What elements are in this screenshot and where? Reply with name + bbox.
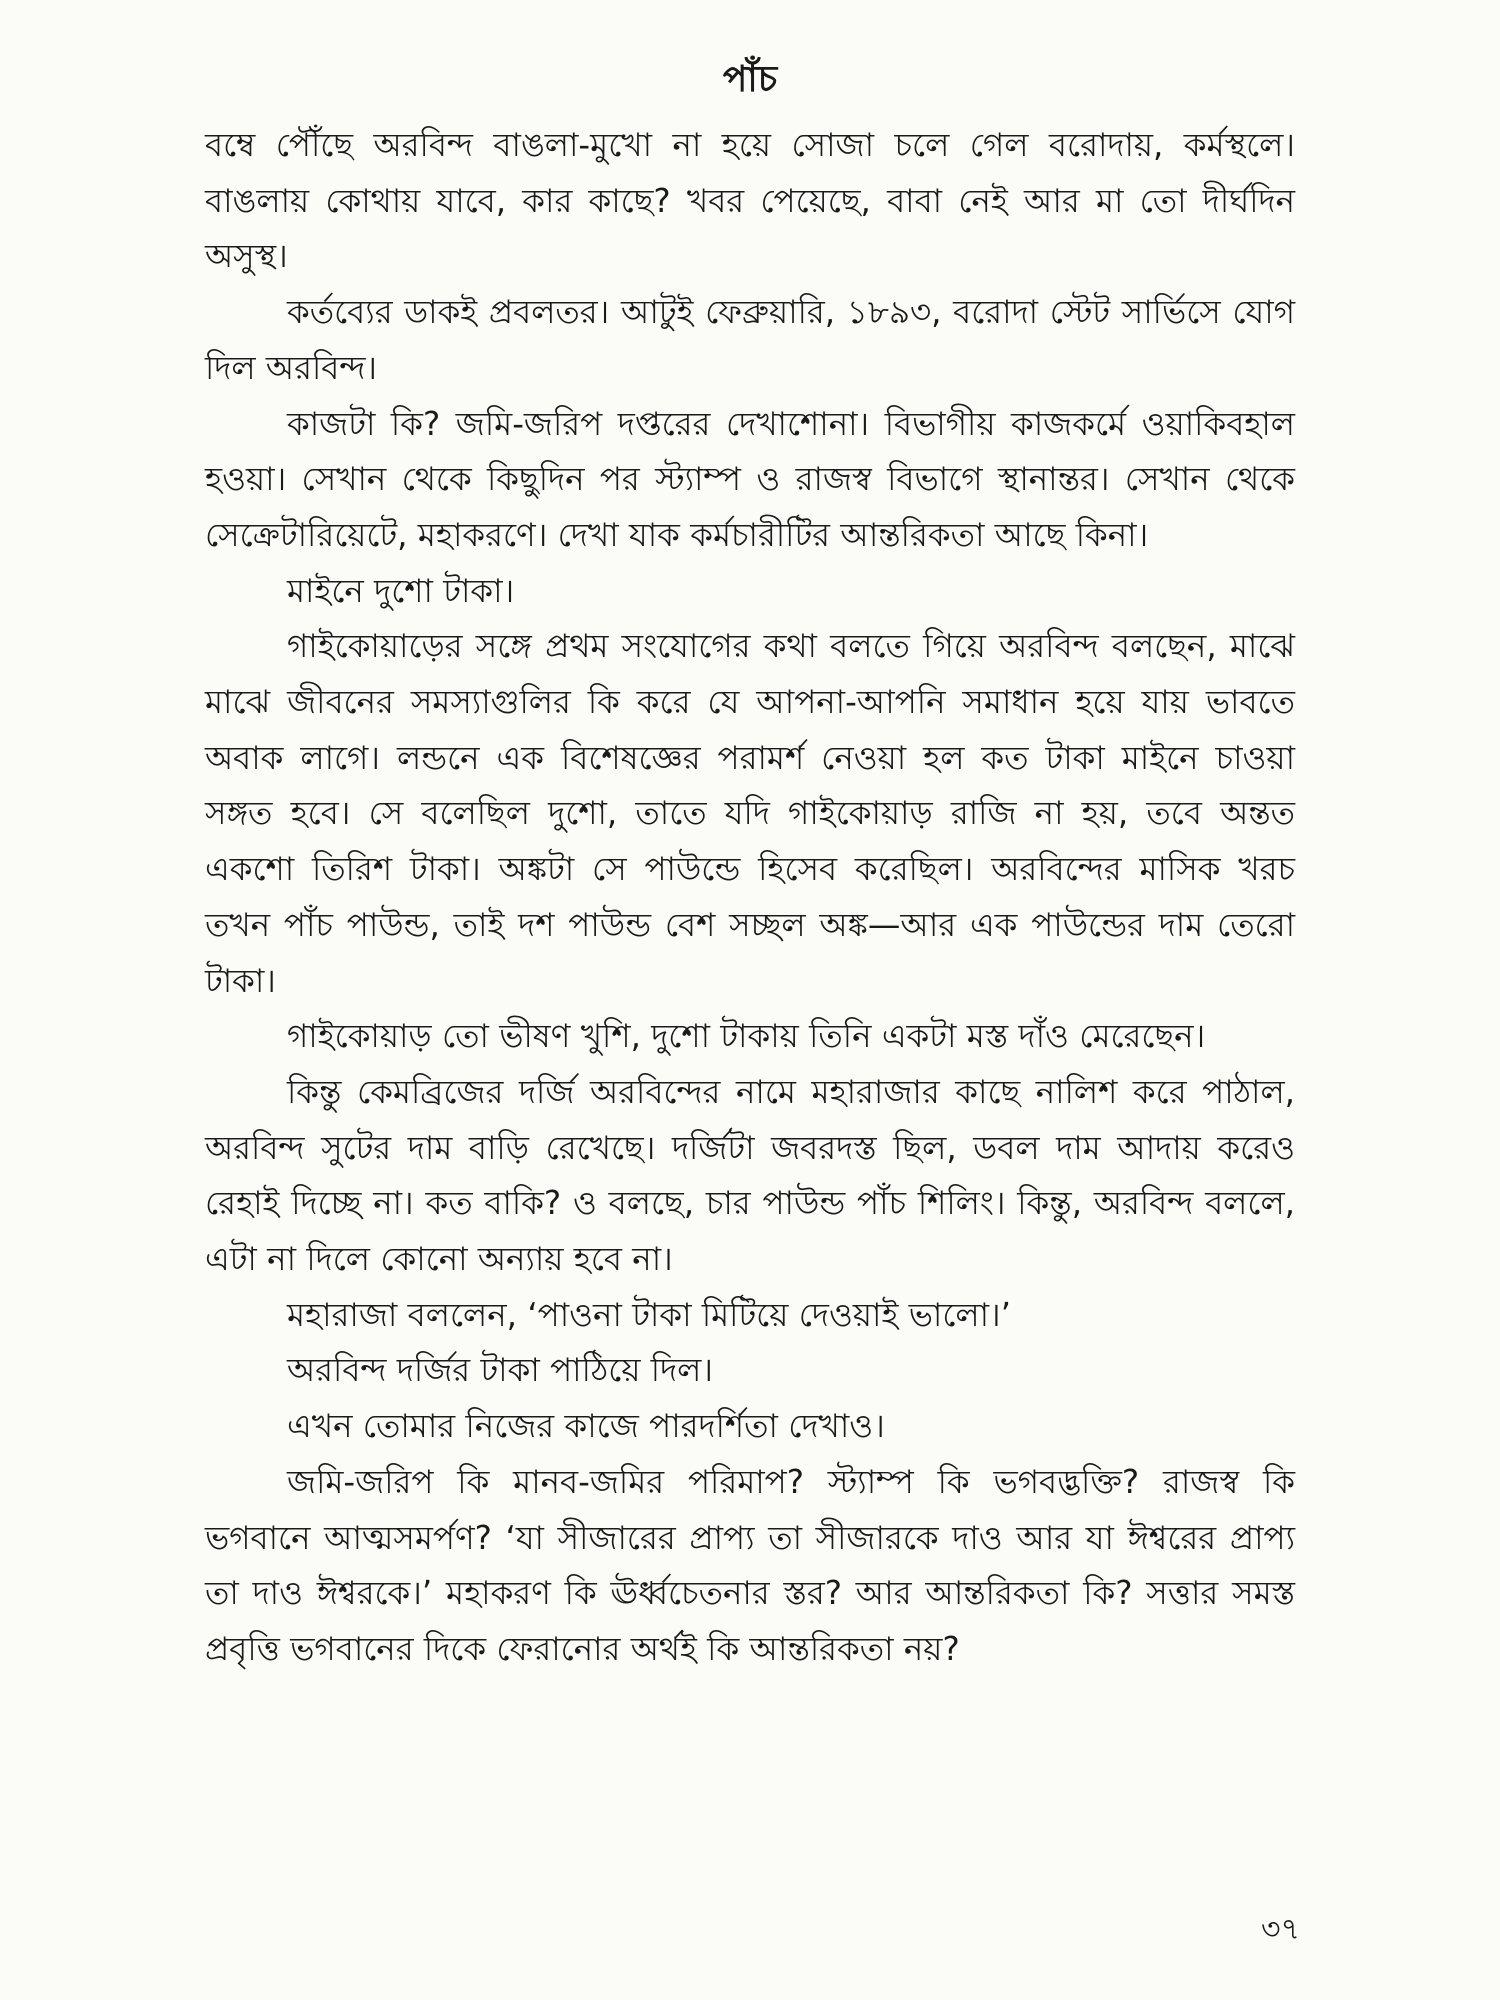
page-number: ৩৭ xyxy=(1260,1912,1300,1947)
chapter-title: পাঁচ xyxy=(722,59,778,100)
paragraph-11: জমি-জরিপ কি মানব-জমির পরিমাপ? স্ট্যাম্প কি ভগবদ্ভক্তি? রাজস্ব কি ভগবানে আত্মসমর্পণ? ‘যা সীজারের প্রাপ্য তা সীজারকে দাও আর যা ঈশ্বরের প্রাপ্য তা দাও ঈশ্বরকে।’ মহাকরণ কি ঊর্ধ্বচেতনার স্তর? আর আন্তরিকতা কি? সত্তার সমস্ত প্রবৃত্তি ভগবানের দিকে ফেরানোর অর্থই কি আন্তরিকতা নয়? xyxy=(205,1462,1295,1668)
paragraph-4: মাইনে দুশো টাকা। xyxy=(287,571,515,610)
paragraph-3: কাজটা কি? জমি-জরিপ দপ্তরের দেখাশোনা। বিভাগীয় কাজকর্মে ওয়াকিবহাল হওয়া। সেখান থেকে কিছুদিন পর স্ট্যাম্প ও রাজস্ব বিভাগে স্থানান্তর। সেখান থেকে সেক্রেটারিয়েটে, মহাকরণে। দেখা যাক কর্মচারীটির আন্তরিকতা আছে কিনা। xyxy=(205,404,1295,554)
paragraph-2: কর্তব্যের ডাকই প্রবলতর। আটুই ফেব্রুয়ারি, ১৮৯৩, বরোদা স্টেট সার্ভিসে যোগ দিল অরবিন্দ। xyxy=(205,293,1295,387)
paragraph-9: অরবিন্দ দর্জির টাকা পাঠিয়ে দিল। xyxy=(287,1351,713,1390)
paragraph-10: এখন তোমার নিজের কাজে পারদর্শিতা দেখাও। xyxy=(287,1407,885,1446)
paragraph-7: কিন্তু কেমব্রিজের দর্জি অরবিন্দের নামে মহারাজার কাছে নালিশ করে পাঠাল, অরবিন্দ সুটের দাম বাড়ি রেখেছে। দর্জিটা জবরদস্ত ছিল, ডবল দাম আদায় করেও রেহাই দিচ্ছে না। কত বাকি? ও বলছে, চার পাউন্ড পাঁচ শিলিং। কিন্তু, অরবিন্দ বললে, এটা না দিলে কোনো অন্যায় হবে না। xyxy=(205,1072,1295,1279)
paragraph-5: গাইকোয়াড়ের সঙ্গে প্রথম সংযোগের কথা বলতে গিয়ে অরবিন্দ বলছেন, মাঝে মাঝে জীবনের সমস্যাগুলির কি করে যে আপনা-আপনি সমাধান হয়ে যায় ভাবতে অবাক লাগে। লন্ডনে এক বিশেষজ্ঞের পরামর্শ নেওয়া হল কত টাকা মাইনে চাওয়া সঙ্গত হবে। সে বলেছিল দুশো, তাতে যদি গাইকোয়াড় রাজি না হয়, তবে অন্তত একশো তিরিশ টাকা। অঙ্কটা সে পাউন্ডে হিসেব করেছিল। অরবিন্দের মাসিক খরচ তখন পাঁচ পাউন্ড, তাই দশ পাউন্ড বেশ সচ্ছল অঙ্ক—আর এক পাউন্ডের দাম তেরো টাকা। xyxy=(205,627,1295,1000)
paragraph-1: বম্বে পৌঁছে অরবিন্দ বাঙলা-মুখো না হয়ে সোজা চলে গেল বরোদায়, কর্মস্থলে। বাঙলায় কোথায় যাবে, কার কাছে? খবর পেয়েছে, বাবা নেই আর মা তো দীর্ঘদিন অসুস্থ। xyxy=(205,126,1295,276)
paragraph-6: গাইকোয়াড় তো ভীষণ খুশি, দুশো টাকায় তিনি একটা মস্ত দাঁও মেরেছেন। xyxy=(287,1017,1206,1056)
paragraph-8: মহারাজা বললেন, ‘পাওনা টাকা মিটিয়ে দেওয়াই ভালো।’ xyxy=(287,1295,1012,1334)
body-text xyxy=(205,118,1295,1678)
